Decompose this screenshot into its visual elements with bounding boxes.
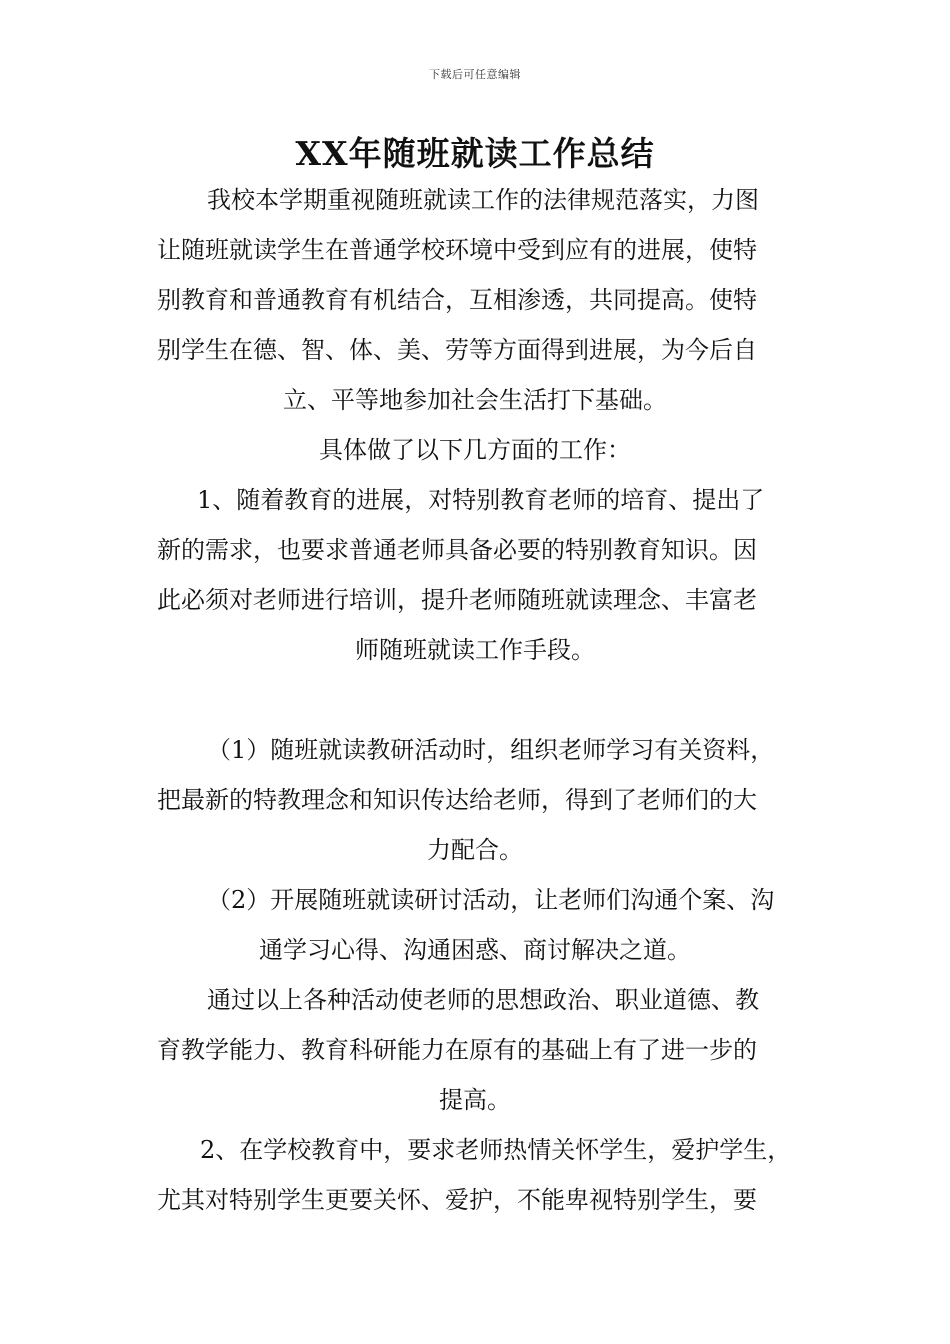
header-note: 下载后可任意编辑 [429,68,521,81]
body-line: 1、随着教育的进展，对特别教育老师的培育、提出了 [197,486,765,514]
body-line: 尤其对特别学生更要关怀、爱护，不能卑视特别学生，要 [157,1186,757,1214]
body-line: （1）随班就读教研活动时，组织老师学习有关资料， [207,736,775,764]
body-line: 提高。 [439,1086,511,1114]
body-line: 别教育和普通教育有机结合，互相渗透，共同提高。使特 [157,286,757,314]
body-line: 育教学能力、教育科研能力在原有的基础上有了进一步的 [157,1036,757,1064]
body-line: 别学生在德、智、体、美、劳等方面得到进展，为今后自 [157,336,757,364]
body-line: （2）开展随班就读研讨活动，让老师们沟通个案、沟 [207,886,775,914]
body-line: 2、在学校教育中，要求老师热情关怀学生，爱护学生， [200,1136,792,1164]
body-line: 立、平等地参加社会生活打下基础。 [283,386,667,414]
body-line: 力配合。 [427,836,523,864]
body-line: 我校本学期重视随班就读工作的法律规范落实，力图 [207,186,759,214]
body-line: 通过以上各种活动使老师的思想政治、职业道德、教 [207,986,759,1014]
body-line: 通学习心得、沟通困惑、商讨解决之道。 [259,936,691,964]
body-line: 让随班就读学生在普通学校环境中受到应有的进展，使特 [157,236,757,264]
body-line: 师随班就读工作手段。 [355,636,595,664]
body-line: 新的需求，也要求普通老师具备必要的特别教育知识。因 [157,536,757,564]
body-line: 把最新的特教理念和知识传达给老师，得到了老师们的大 [157,786,757,814]
document-title: XX年随班就读工作总结 [295,134,655,173]
body-line: 此必须对老师进行培训，提升老师随班就读理念、丰富老 [157,586,757,614]
body-line: 具体做了以下几方面的工作： [319,436,631,464]
